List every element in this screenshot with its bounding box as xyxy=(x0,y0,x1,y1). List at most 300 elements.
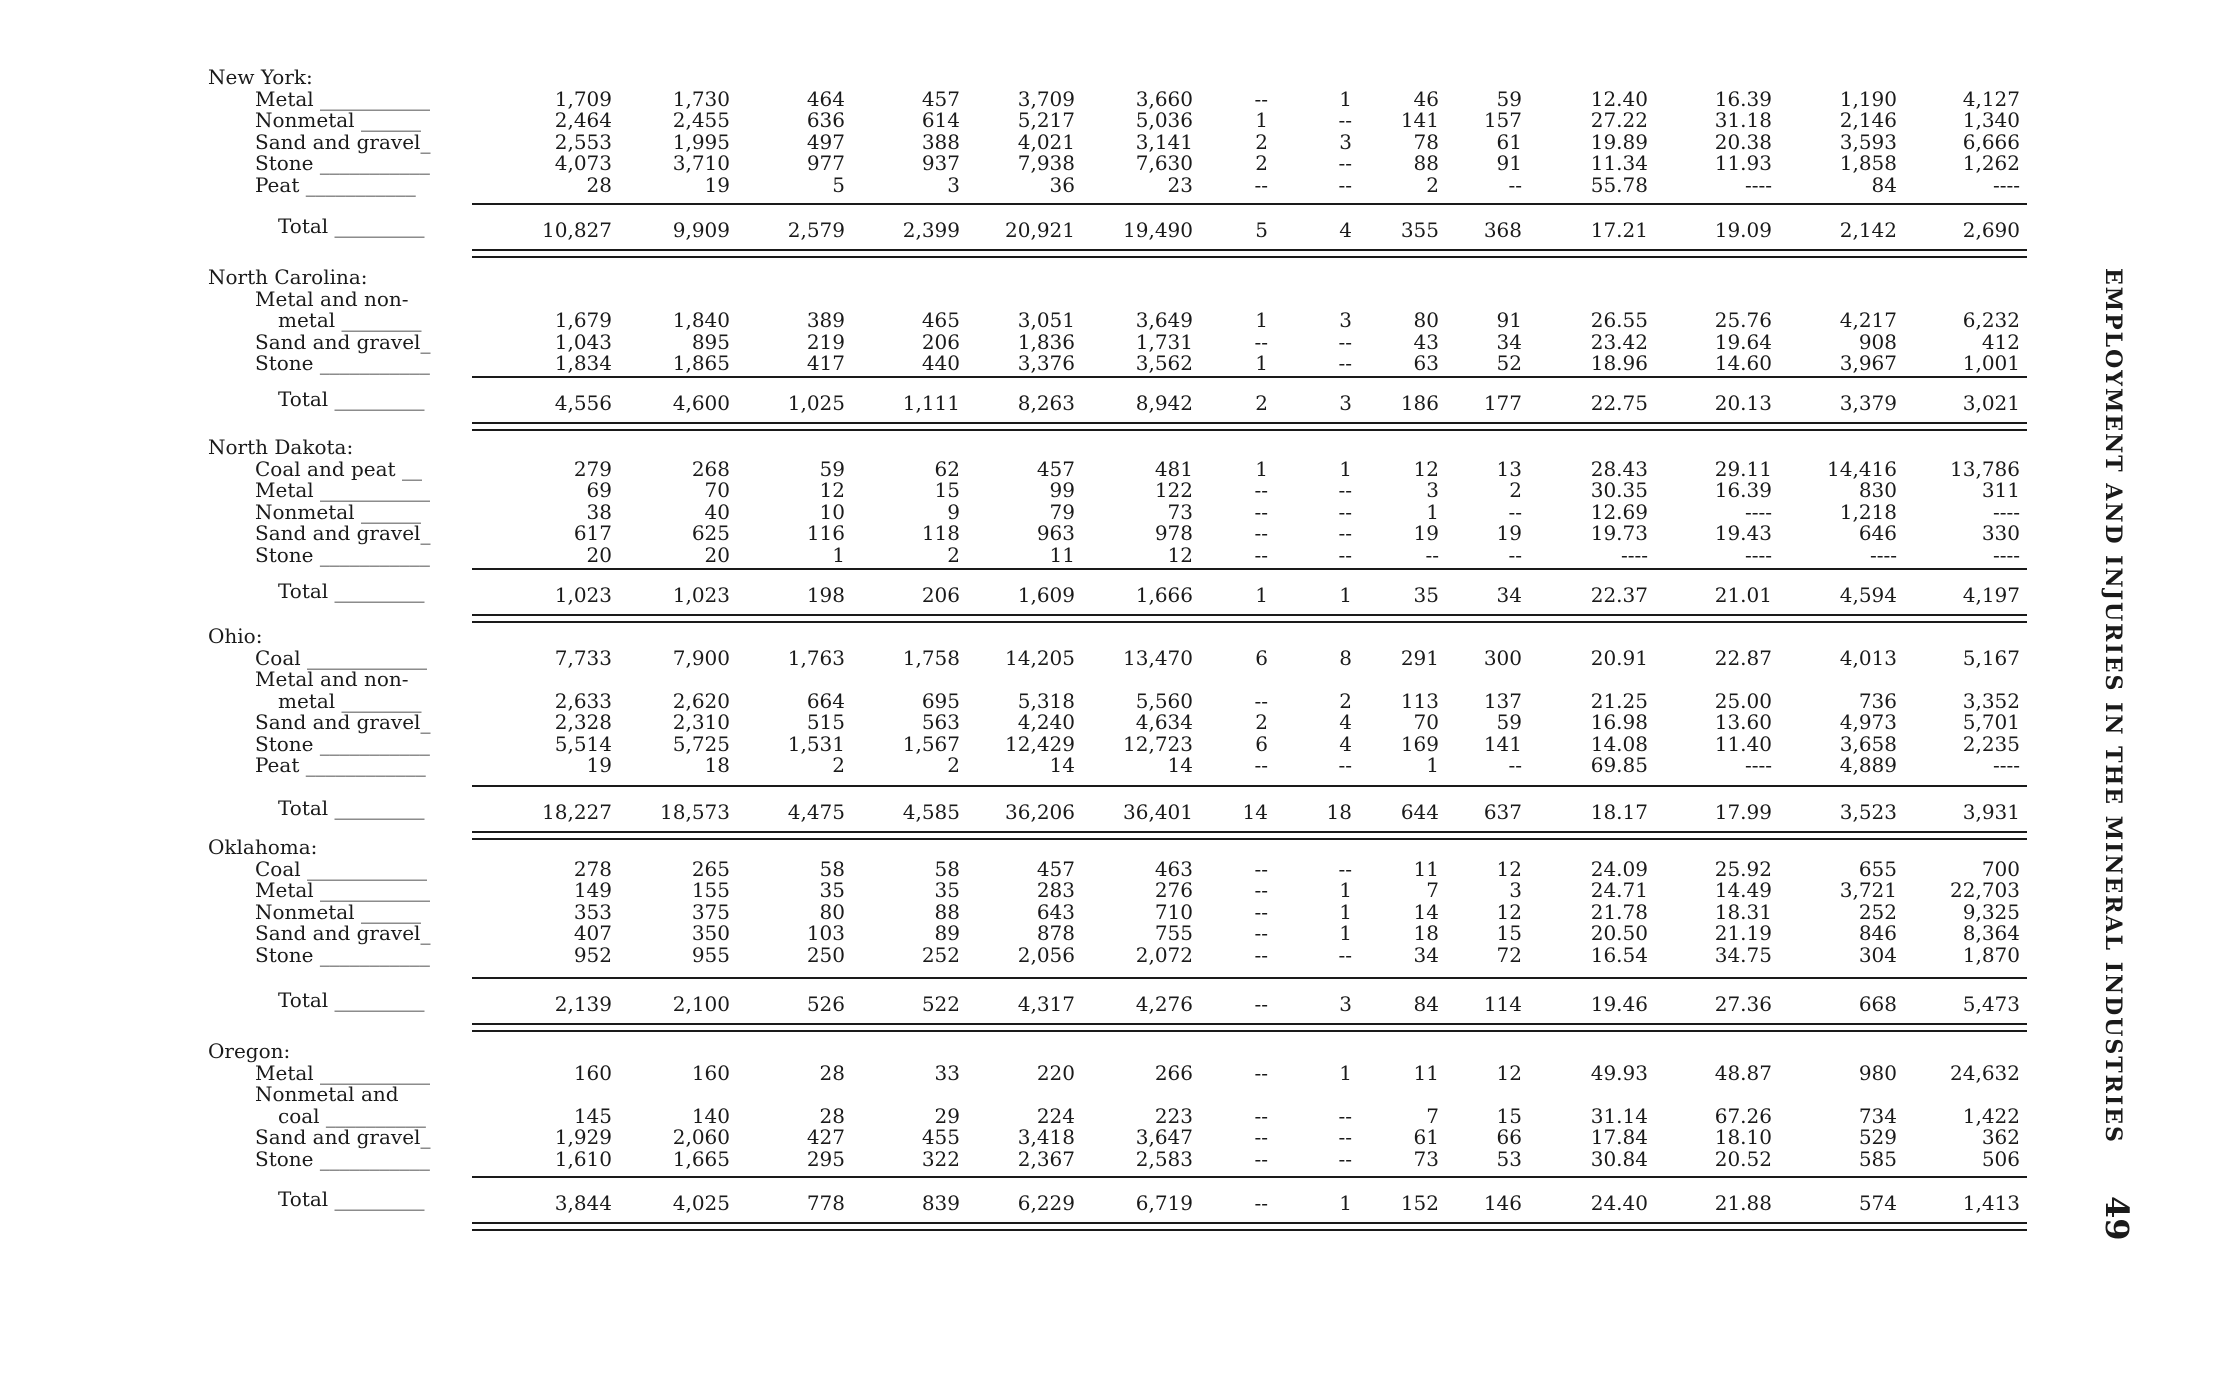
table-cell: 53 xyxy=(1496,1146,1522,1171)
table-cell: 23 xyxy=(1167,172,1193,197)
row-label: Stone ___________ xyxy=(255,351,430,375)
table-cell: 19.73 xyxy=(1590,521,1648,545)
table-cell: 118 xyxy=(921,521,960,545)
table-cell: 78 xyxy=(1413,129,1439,154)
row-label: metal ________ xyxy=(278,308,422,332)
table-cell: 2,072 xyxy=(1135,942,1193,967)
table-cell: ---- xyxy=(1744,172,1772,197)
table-cell: 1,531 xyxy=(787,731,845,756)
row-label: Metal ___________ xyxy=(255,86,431,111)
table-cell: 14.60 xyxy=(1714,351,1772,375)
table-cell: -- xyxy=(1254,1146,1268,1171)
table-cell: 3,660 xyxy=(1135,86,1193,111)
table-cell: 250 xyxy=(806,942,845,967)
table-cell: 99 xyxy=(1049,478,1075,502)
table-cell: 36 xyxy=(1049,172,1075,197)
table-cell: 5,725 xyxy=(672,731,730,756)
double-rule-top xyxy=(472,249,2027,251)
table-cell: 1,001 xyxy=(1962,351,2020,375)
table-cell: 3,649 xyxy=(1135,308,1193,332)
page-number xyxy=(2098,1196,2138,1256)
row-label: coal __________ xyxy=(278,1103,426,1128)
running-head-text: EMPLOYMENT AND INJURIES IN THE MINERAL INDUSTRIES xyxy=(2100,268,2126,1144)
table-cell: 3,710 xyxy=(672,151,730,175)
total-cell: 3,931 xyxy=(1962,800,2020,824)
table-cell: 440 xyxy=(921,351,960,375)
double-rule-bottom xyxy=(472,1030,2027,1032)
table-cell: 268 xyxy=(691,456,730,481)
table-cell: 21.78 xyxy=(1590,899,1648,924)
total-cell: 4,585 xyxy=(902,800,960,824)
table-cell: 963 xyxy=(1036,521,1075,545)
table-cell: 980 xyxy=(1858,1060,1897,1085)
table-cell: -- xyxy=(1254,1103,1268,1128)
table-cell: 31.18 xyxy=(1714,108,1772,132)
total-cell: 21.01 xyxy=(1714,583,1772,607)
page-number-text: 49 xyxy=(2098,1196,2136,1241)
table-cell: 29 xyxy=(934,1103,960,1128)
table-cell: 304 xyxy=(1858,942,1897,967)
table-cell: 24.09 xyxy=(1590,856,1648,881)
table-cell: -- xyxy=(1338,351,1352,375)
table-cell: 5,701 xyxy=(1962,710,2020,734)
table-cell: 11.93 xyxy=(1714,151,1772,175)
row-label: Stone ___________ xyxy=(255,731,430,756)
table-cell: 1,840 xyxy=(672,308,730,332)
table-cell: 13,470 xyxy=(1123,645,1193,670)
total-label: Total _________ xyxy=(278,1187,425,1211)
table-cell: 2 xyxy=(1255,129,1268,154)
table-cell: 895 xyxy=(691,329,730,354)
table-cell: 1,043 xyxy=(554,329,612,354)
table-cell: 72 xyxy=(1496,942,1522,967)
subtotal-rule xyxy=(472,568,2027,570)
table-cell: -- xyxy=(1508,753,1522,777)
total-cell: 4,556 xyxy=(554,391,612,415)
table-cell: 283 xyxy=(1036,878,1075,902)
table-cell: 141 xyxy=(1400,108,1439,132)
subtotal-rule xyxy=(472,203,2027,205)
table-cell: 655 xyxy=(1858,856,1897,881)
table-cell: 1,870 xyxy=(1962,942,2020,967)
table-cell: 3 xyxy=(1426,478,1439,502)
total-cell: 1 xyxy=(1339,583,1352,607)
table-cell: 19.64 xyxy=(1714,329,1772,354)
table-cell: 116 xyxy=(806,521,845,545)
table-cell: 61 xyxy=(1496,129,1522,154)
total-cell: 1,025 xyxy=(787,391,845,415)
total-cell: 114 xyxy=(1483,992,1522,1016)
table-cell: ---- xyxy=(1992,753,2020,777)
table-cell: 2,146 xyxy=(1839,108,1897,132)
table-cell: 734 xyxy=(1858,1103,1897,1128)
table-cell: 11 xyxy=(1413,856,1439,881)
total-cell: 2,100 xyxy=(672,992,730,1016)
table-cell: 1,262 xyxy=(1962,151,2020,175)
table-cell: 34 xyxy=(1413,942,1439,967)
table-cell: 7,900 xyxy=(672,645,730,670)
table-cell: 3 xyxy=(1339,129,1352,154)
table-cell: 6,232 xyxy=(1962,308,2020,332)
table-cell: 1 xyxy=(1255,108,1268,132)
table-cell: 63 xyxy=(1413,351,1439,375)
table-cell: 3,658 xyxy=(1839,731,1897,756)
table-cell: 636 xyxy=(806,108,845,132)
table-cell: -- xyxy=(1338,329,1352,354)
table-cell: 2,620 xyxy=(672,688,730,713)
table-cell: 2,583 xyxy=(1135,1146,1193,1171)
table-cell: 908 xyxy=(1858,329,1897,354)
table-cell: 5,560 xyxy=(1135,688,1193,713)
table-cell: 69.85 xyxy=(1590,753,1648,777)
table-cell: 1 xyxy=(1255,456,1268,481)
total-cell: 6,719 xyxy=(1135,1191,1193,1215)
table-cell: 16.39 xyxy=(1714,478,1772,502)
table-cell: 1,567 xyxy=(902,731,960,756)
table-cell: 2 xyxy=(832,753,845,777)
table-cell: 3,051 xyxy=(1017,308,1075,332)
state-heading: Oklahoma: xyxy=(208,835,318,859)
table-cell: 389 xyxy=(806,308,845,332)
state-heading: New York: xyxy=(208,65,313,89)
total-cell: 3,021 xyxy=(1962,391,2020,415)
table-cell: 330 xyxy=(1981,521,2020,545)
table-cell: 464 xyxy=(806,86,845,111)
table-cell: 55.78 xyxy=(1590,172,1648,197)
table-cell: -- xyxy=(1254,1060,1268,1085)
table-cell: 353 xyxy=(573,899,612,924)
table-cell: 1 xyxy=(1255,308,1268,332)
table-cell: 4 xyxy=(1339,710,1352,734)
table-cell: 2,553 xyxy=(554,129,612,154)
total-cell: 24.40 xyxy=(1590,1191,1648,1215)
double-rule-top xyxy=(472,831,2027,833)
table-cell: 84 xyxy=(1871,172,1897,197)
table-cell: 1 xyxy=(1426,499,1439,524)
table-cell: 1 xyxy=(1339,456,1352,481)
table-cell: ---- xyxy=(1992,499,2020,524)
total-cell: 14 xyxy=(1242,800,1268,824)
total-cell: 4,600 xyxy=(672,391,730,415)
total-cell: 4,317 xyxy=(1017,992,1075,1016)
total-cell: 4 xyxy=(1339,218,1352,242)
subtotal-rule xyxy=(472,977,2027,979)
total-cell: 2,139 xyxy=(554,992,612,1016)
total-cell: 8,942 xyxy=(1135,391,1193,415)
row-label: Sand and gravel_ xyxy=(255,521,431,545)
total-cell: 1,023 xyxy=(554,583,612,607)
total-cell: 21.88 xyxy=(1714,1191,1772,1215)
table-cell: 35 xyxy=(819,878,845,902)
table-cell: 18.31 xyxy=(1714,899,1772,924)
table-cell: 252 xyxy=(1858,899,1897,924)
table-cell: 91 xyxy=(1496,151,1522,175)
table-cell: 362 xyxy=(1981,1125,2020,1149)
table-cell: 4,217 xyxy=(1839,308,1897,332)
table-cell: 457 xyxy=(1036,856,1075,881)
total-label: Total _________ xyxy=(278,579,425,603)
table-cell: -- xyxy=(1508,499,1522,524)
row-label: Peat ____________ xyxy=(255,753,426,777)
table-cell: 3,967 xyxy=(1839,351,1897,375)
table-cell: 1,709 xyxy=(554,86,612,111)
total-cell: 1,111 xyxy=(902,391,960,415)
table-cell: 427 xyxy=(806,1125,845,1149)
table-cell: -- xyxy=(1254,329,1268,354)
table-cell: -- xyxy=(1254,878,1268,902)
total-label: Total _________ xyxy=(278,796,425,820)
total-cell: 2,690 xyxy=(1962,218,2020,242)
table-cell: 265 xyxy=(691,856,730,881)
table-cell: 58 xyxy=(934,856,960,881)
total-cell: 1,666 xyxy=(1135,583,1193,607)
total-cell: 637 xyxy=(1483,800,1522,824)
table-cell: 4,889 xyxy=(1839,753,1897,777)
table-cell: 31.14 xyxy=(1590,1103,1648,1128)
table-cell: -- xyxy=(1254,688,1268,713)
table-cell: 3,647 xyxy=(1135,1125,1193,1149)
table-cell: 5,514 xyxy=(554,731,612,756)
table-cell: -- xyxy=(1254,856,1268,881)
table-cell: 13,786 xyxy=(1950,456,2020,481)
table-cell: 1,834 xyxy=(554,351,612,375)
table-cell: 12 xyxy=(1496,856,1522,881)
table-cell: 155 xyxy=(691,878,730,902)
table-cell: -- xyxy=(1254,172,1268,197)
total-cell: 35 xyxy=(1413,583,1439,607)
table-cell: 3,376 xyxy=(1017,351,1075,375)
table-cell: -- xyxy=(1338,856,1352,881)
total-cell: 2,579 xyxy=(787,218,845,242)
table-cell: 4,634 xyxy=(1135,710,1193,734)
row-label: Sand and gravel_ xyxy=(255,710,431,734)
subtotal-rule xyxy=(472,1176,2027,1178)
table-cell: 25.76 xyxy=(1714,308,1772,332)
table-cell: 206 xyxy=(921,329,960,354)
table-cell: 29.11 xyxy=(1714,456,1772,481)
table-cell: 4 xyxy=(1339,731,1352,756)
table-cell: 1,730 xyxy=(672,86,730,111)
table-cell: 12 xyxy=(1167,542,1193,567)
table-cell: 19 xyxy=(1413,521,1439,545)
table-cell: 457 xyxy=(1036,456,1075,481)
total-cell: 17.21 xyxy=(1590,218,1648,242)
table-cell: 1,763 xyxy=(787,645,845,670)
table-cell: 1 xyxy=(1339,921,1352,945)
total-cell: 36,206 xyxy=(1005,800,1075,824)
table-cell: 978 xyxy=(1154,521,1193,545)
total-label: Total _________ xyxy=(278,214,425,238)
table-cell: 18.96 xyxy=(1590,351,1648,375)
table-cell: 2,235 xyxy=(1962,731,2020,756)
row-label: Metal ___________ xyxy=(255,878,431,902)
table-cell: 1,865 xyxy=(672,351,730,375)
table-cell: 481 xyxy=(1154,456,1193,481)
table-cell: 7 xyxy=(1426,1103,1439,1128)
total-cell: 644 xyxy=(1400,800,1439,824)
table-cell: 30.35 xyxy=(1590,478,1648,502)
total-cell: 355 xyxy=(1400,218,1439,242)
table-cell: 3,352 xyxy=(1962,688,2020,713)
table-cell: 14.08 xyxy=(1590,731,1648,756)
table-cell: 12,723 xyxy=(1123,731,1193,756)
table-cell: 695 xyxy=(921,688,960,713)
table-cell: 9,325 xyxy=(1962,899,2020,924)
table-cell: 14,416 xyxy=(1827,456,1897,481)
table-cell: 80 xyxy=(819,899,845,924)
table-cell: 1,995 xyxy=(672,129,730,154)
table-cell: 7 xyxy=(1426,878,1439,902)
total-cell: 19,490 xyxy=(1123,218,1193,242)
row-label: Nonmetal ______ xyxy=(255,899,421,924)
total-cell: 36,401 xyxy=(1123,800,1193,824)
table-cell: 19.43 xyxy=(1714,521,1772,545)
table-cell: 220 xyxy=(1036,1060,1075,1085)
table-cell: 463 xyxy=(1154,856,1193,881)
table-cell: 59 xyxy=(1496,86,1522,111)
table-cell: -- xyxy=(1338,1125,1352,1149)
table-cell: 878 xyxy=(1036,921,1075,945)
table-cell: 12 xyxy=(1496,899,1522,924)
table-cell: 15 xyxy=(1496,1103,1522,1128)
state-heading: North Dakota: xyxy=(208,435,354,459)
state-heading: Ohio: xyxy=(208,624,263,648)
row-label: Nonmetal and xyxy=(255,1082,399,1106)
table-cell: 10 xyxy=(819,499,845,524)
row-label: Coal ____________ xyxy=(255,645,428,670)
table-cell: 67.26 xyxy=(1714,1103,1772,1128)
table-cell: 13 xyxy=(1496,456,1522,481)
total-cell: 522 xyxy=(921,992,960,1016)
table-cell: 585 xyxy=(1858,1146,1897,1171)
table-cell: 73 xyxy=(1413,1146,1439,1171)
table-cell: 710 xyxy=(1154,899,1193,924)
table-cell: -- xyxy=(1338,942,1352,967)
table-cell: 20.38 xyxy=(1714,129,1772,154)
row-label: Metal and non- xyxy=(255,286,409,311)
row-label: Metal ___________ xyxy=(255,478,431,502)
total-cell: 22.37 xyxy=(1590,583,1648,607)
table-cell: 3,141 xyxy=(1135,129,1193,154)
table-cell: 15 xyxy=(1496,921,1522,945)
table-cell: 25.92 xyxy=(1714,856,1772,881)
subtotal-rule xyxy=(472,785,2027,787)
table-cell: 1 xyxy=(1339,1060,1352,1085)
double-rule-top xyxy=(472,614,2027,616)
table-cell: 149 xyxy=(573,878,612,902)
table-cell: 6 xyxy=(1255,645,1268,670)
total-cell: 20,921 xyxy=(1005,218,1075,242)
total-cell: 206 xyxy=(921,583,960,607)
table-cell: 14 xyxy=(1167,753,1193,777)
table-cell: 755 xyxy=(1154,921,1193,945)
table-cell: 700 xyxy=(1981,856,2020,881)
table-cell: -- xyxy=(1425,542,1439,567)
table-cell: -- xyxy=(1254,899,1268,924)
table-cell: 455 xyxy=(921,1125,960,1149)
table-cell: 33 xyxy=(934,1060,960,1085)
table-cell: 70 xyxy=(704,478,730,502)
table-cell: 506 xyxy=(1981,1146,2020,1171)
table-cell: 1 xyxy=(1339,899,1352,924)
table-cell: 43 xyxy=(1413,329,1439,354)
table-cell: 497 xyxy=(806,129,845,154)
table-cell: 955 xyxy=(691,942,730,967)
table-cell: 12.40 xyxy=(1590,86,1648,111)
total-cell: 526 xyxy=(806,992,845,1016)
table-cell: 49.93 xyxy=(1590,1060,1648,1085)
table-cell: ---- xyxy=(1869,542,1897,567)
table-cell: 279 xyxy=(573,456,612,481)
table-cell: 12.69 xyxy=(1590,499,1648,524)
table-cell: 2 xyxy=(1255,710,1268,734)
table-cell: 3,562 xyxy=(1135,351,1193,375)
total-cell: 4,025 xyxy=(672,1191,730,1215)
table-cell: 2,464 xyxy=(554,108,612,132)
table-cell: 224 xyxy=(1036,1103,1075,1128)
table-cell: 1 xyxy=(832,542,845,567)
table-cell: 388 xyxy=(921,129,960,154)
total-cell: 1 xyxy=(1339,1191,1352,1215)
table-cell: 1,758 xyxy=(902,645,960,670)
total-cell: 8,263 xyxy=(1017,391,1075,415)
row-label: Stone ___________ xyxy=(255,542,430,567)
total-cell: 1,609 xyxy=(1017,583,1075,607)
total-cell: 20.13 xyxy=(1714,391,1772,415)
table-cell: 13.60 xyxy=(1714,710,1772,734)
total-cell: 6,229 xyxy=(1017,1191,1075,1215)
table-cell: 14.49 xyxy=(1714,878,1772,902)
table-cell: 23.42 xyxy=(1590,329,1648,354)
total-cell: -- xyxy=(1254,1191,1268,1215)
table-cell: 20 xyxy=(704,542,730,567)
table-cell: 563 xyxy=(921,710,960,734)
row-label: Sand and gravel_ xyxy=(255,921,431,945)
total-cell: 2,399 xyxy=(902,218,960,242)
total-cell: 9,909 xyxy=(672,218,730,242)
table-cell: 614 xyxy=(921,108,960,132)
total-cell: 18.17 xyxy=(1590,800,1648,824)
total-cell: 1,023 xyxy=(672,583,730,607)
table-cell: 157 xyxy=(1483,108,1522,132)
table-cell: 350 xyxy=(691,921,730,945)
table-cell: 160 xyxy=(691,1060,730,1085)
total-cell: 146 xyxy=(1483,1191,1522,1215)
total-cell: 34 xyxy=(1496,583,1522,607)
table-cell: 1,929 xyxy=(554,1125,612,1149)
table-cell: -- xyxy=(1338,499,1352,524)
table-cell: 137 xyxy=(1483,688,1522,713)
table-cell: 18.10 xyxy=(1714,1125,1772,1149)
table-cell: 11.40 xyxy=(1714,731,1772,756)
table-cell: 28 xyxy=(819,1103,845,1128)
table-cell: 846 xyxy=(1858,921,1897,945)
table-cell: 12,429 xyxy=(1005,731,1075,756)
row-label: Nonmetal ______ xyxy=(255,108,421,132)
table-cell: 69 xyxy=(586,478,612,502)
double-rule-bottom xyxy=(472,429,2027,431)
table-cell: 20.52 xyxy=(1714,1146,1772,1171)
table-cell: 66 xyxy=(1496,1125,1522,1149)
table-cell: 2,056 xyxy=(1017,942,1075,967)
table-cell: 79 xyxy=(1049,499,1075,524)
table-cell: ---- xyxy=(1620,542,1648,567)
table-cell: 3,709 xyxy=(1017,86,1075,111)
table-cell: 2,455 xyxy=(672,108,730,132)
total-cell: 4,276 xyxy=(1135,992,1193,1016)
table-cell: 25.00 xyxy=(1714,688,1772,713)
table-cell: 103 xyxy=(806,921,845,945)
